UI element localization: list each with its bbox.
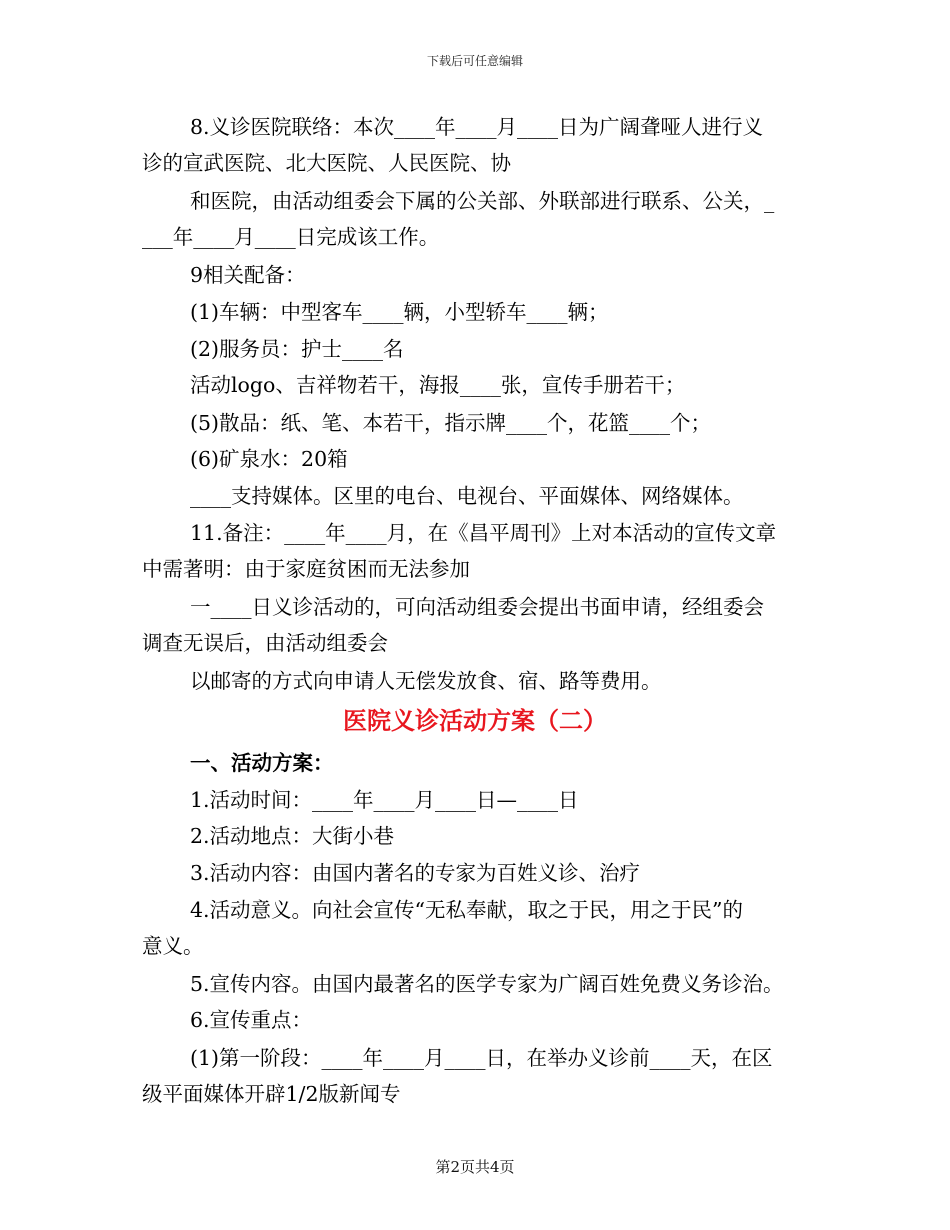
text-line-content: 一____日义诊活动的，可向活动组委会提出书面申请，经组委会 (190, 595, 764, 619)
text-line-content: 一、活动方案： (190, 751, 334, 775)
text-line-content: 11.备注：____年____月，在《昌平周刊》上对本活动的宣传文章 (190, 521, 777, 545)
text-line-content: 意义。 (142, 934, 204, 958)
text-line-content: 3.活动内容：由国内著名的专家为百姓义诊、治疗 (190, 861, 641, 885)
text-line-content: (6)矿泉水：20箱 (190, 447, 348, 471)
text-line-content: 和医院，由活动组委会下属的公关部、外联部进行联系、公关，_ (190, 189, 775, 213)
section-title: 医院义诊活动方案（二） (343, 706, 607, 735)
text-line-content: (2)服务员：护士____名 (190, 337, 404, 361)
text-line-content: 9相关配备： (190, 263, 306, 287)
text-line-content: 5.宣传内容。由国内最著名的医学专家为广阔百姓免费义务诊治。 (190, 972, 784, 996)
text-line-content: 活动logo、吉祥物若干，海报____张，宣传手册若干； (190, 373, 686, 397)
text-line-content: 1.活动时间：____年____月____日—____日 (190, 788, 579, 812)
text-line-content: ___年____月____日完成该工作。 (142, 225, 440, 249)
text-line-content: 以邮寄的方式向申请人无偿发放食、宿、路等费用。 (190, 669, 662, 693)
text-line-content: 4.活动意义。向社会宣传“无私奉献，取之于民，用之于民”的 (190, 898, 744, 922)
text-line-content: 诊的宣武医院、北大医院、人民医院、协 (142, 151, 511, 175)
text-line-content: ____支持媒体。区里的电台、电视台、平面媒体、网络媒体。 (190, 484, 744, 508)
text-line-content: 2.活动地点：大街小巷 (190, 824, 395, 848)
text-line-content: (5)散品：纸、笔、本若干，指示牌____个，花篮____个； (190, 411, 712, 435)
text-line-content: (1)车辆：中型客车____辆，小型轿车____辆； (190, 300, 609, 324)
text-line-content: 中需著明：由于家庭贫困而无法参加 (142, 557, 470, 581)
text-line-content: 8.义诊医院联络：本次____年____月____日为广阔聋哑人进行义 (190, 115, 764, 139)
text-line-content: 级平面媒体开辟1/2版新闻专 (142, 1082, 401, 1106)
text-line-content: 6.宣传重点： (190, 1008, 313, 1032)
text-line-content: 调查无误后，由活动组委会 (142, 631, 388, 655)
page-header: 下载后可任意编辑 (426, 54, 523, 68)
page-footer: 第2页共4页 (435, 1158, 515, 1176)
text-line-content: (1)第一阶段：____年____月____日，在举办义诊前____天，在区 (190, 1046, 773, 1070)
